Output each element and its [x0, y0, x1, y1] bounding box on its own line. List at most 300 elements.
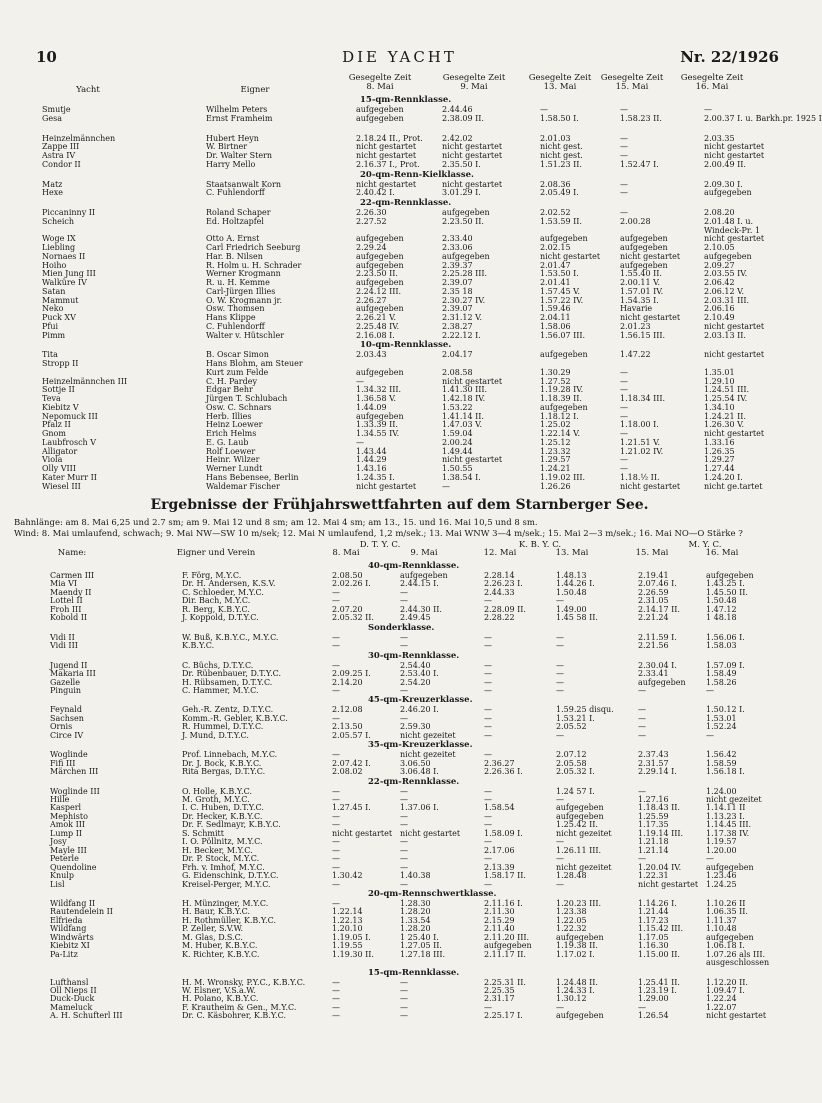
- time-cell: 1 48.18: [706, 613, 737, 623]
- time-cell: nicht gestartet: [704, 350, 765, 360]
- time-cell: 1.28.20: [400, 924, 431, 934]
- yacht-name: Fifi III: [50, 758, 76, 768]
- time-cell: 1.17.35: [638, 820, 669, 830]
- time-cell: 2.21.24: [638, 613, 669, 623]
- yacht-name: Knulp: [50, 871, 74, 881]
- time-cell: —: [400, 641, 408, 651]
- time-cell: 1.19.30 II.: [332, 949, 374, 959]
- yacht-name: Sachsen: [50, 713, 84, 723]
- owner-name: O. Holle, K.B.Y.C.: [182, 786, 253, 796]
- time-cell: —: [332, 713, 340, 723]
- time-cell: 2.01.47: [540, 260, 571, 270]
- time-cell: aufgegeben: [484, 941, 532, 951]
- time-cell: 1.26.26: [540, 481, 571, 491]
- time-cell: 2.01.23: [620, 321, 651, 331]
- table-row: [0, 731, 799, 740]
- yacht-name: Pinguin: [50, 685, 82, 695]
- time-cell: —: [332, 879, 340, 889]
- owner-name: Dr. Rübenbauer, D.T.Y.C.: [182, 669, 281, 679]
- time-cell: —: [484, 795, 492, 804]
- yacht-name: Ornis: [50, 722, 73, 732]
- time-cell: aufgegeben: [442, 251, 490, 261]
- time-cell: 1.49.44: [442, 446, 473, 456]
- time-cell: 1.21.14: [638, 845, 669, 855]
- time-cell: 2.26.27: [356, 295, 387, 305]
- column-header: Name:: [57, 548, 87, 558]
- time-cell: —: [556, 854, 564, 864]
- owner-name: Dir. Bach, M.Y.C.: [182, 596, 251, 606]
- owner-name: H. Becker, M.Y.C.: [182, 845, 253, 855]
- time-cell: —: [638, 722, 646, 732]
- table-row: [0, 252, 799, 261]
- time-cell: 1.33.54: [400, 915, 431, 925]
- time-cell: 1.26.11 III.: [556, 845, 602, 855]
- time-cell: 1.22.05: [556, 915, 587, 925]
- time-cell: —: [484, 722, 492, 732]
- time-cell: 2.05.32 I.: [556, 767, 595, 777]
- time-cell: 1.18.34 III.: [620, 394, 666, 403]
- time-cell: 1.47.22: [620, 350, 651, 360]
- time-cell: —: [400, 713, 408, 723]
- time-cell: 2.16.37 I., Prot.: [356, 159, 420, 169]
- time-cell: 1.24.33 I.: [556, 986, 595, 995]
- time-cell: 2.17.06: [484, 845, 515, 855]
- yacht-name: Woglinde: [50, 750, 88, 760]
- time-cell: 2.08.50: [332, 571, 363, 580]
- time-cell: 2.28.09 II.: [484, 604, 526, 614]
- time-cell: 1.29.27: [704, 455, 735, 465]
- time-cell: 1.22.24: [706, 994, 737, 1004]
- owner-name: Komm.-R. Gebler, K.B.Y.C.: [182, 713, 288, 723]
- table-row: [0, 958, 799, 967]
- time-cell: 1.17.38 IV.: [706, 828, 750, 838]
- yacht-name: Mien Jung III: [42, 269, 96, 279]
- time-cell: 1.59.46: [540, 304, 571, 314]
- time-cell: 2.25.17 I.: [484, 1011, 523, 1021]
- owner-name: S. Schmitt: [182, 828, 224, 838]
- time-cell: 1.19.02 III.: [540, 472, 586, 482]
- time-cell: 1.57.45 V.: [540, 286, 580, 296]
- yacht-name: Maendy II: [50, 587, 92, 597]
- time-cell: —: [484, 641, 492, 651]
- yacht-name: Alligator: [42, 446, 78, 456]
- yacht-name: Gesa: [42, 113, 62, 123]
- time-cell: 1.25.02: [540, 420, 571, 430]
- time-cell: 2.30.04 I.: [638, 660, 677, 670]
- time-cell: —: [556, 632, 564, 642]
- time-cell: 1.17.05: [638, 932, 669, 942]
- time-cell: 1.11.37: [706, 915, 737, 925]
- time-cell: aufgegeben: [540, 234, 588, 244]
- time-cell: —: [484, 730, 492, 740]
- time-cell: —: [400, 795, 408, 804]
- time-cell: 1.48.13: [556, 571, 587, 580]
- time-cell: 1.14.11 II: [706, 803, 746, 813]
- table-row: [0, 464, 799, 473]
- yacht-name: Pfui: [42, 321, 59, 331]
- table-row: [0, 420, 799, 429]
- table-row: [0, 287, 799, 296]
- yacht-name: Mayle III: [50, 845, 87, 855]
- time-cell: —: [332, 632, 340, 642]
- time-cell: 2.03.31 III.: [704, 295, 750, 305]
- yacht-name: Scheich: [42, 216, 75, 226]
- yacht-name: Pfalz II: [42, 420, 71, 430]
- time-cell: 1.58.03: [706, 641, 737, 651]
- time-cell: aufgegeben: [356, 304, 404, 314]
- time-cell: 2.31.05: [638, 596, 669, 606]
- time-cell: 2.24.12 III.: [356, 286, 402, 296]
- time-cell: 1.22.13: [332, 915, 363, 925]
- time-cell: ausgeschlossen: [706, 958, 770, 968]
- time-cell: 2.46.20 I.: [400, 705, 439, 715]
- time-cell: 1.37.06 I.: [400, 803, 439, 813]
- owner-name: R. u. H. Kemme: [206, 278, 270, 287]
- time-cell: 2.49.45: [400, 613, 431, 623]
- yacht-name: Gnom: [42, 429, 66, 438]
- time-cell: 1.18.12 I.: [540, 411, 579, 421]
- time-cell: 1.56.42: [706, 750, 737, 760]
- owner-name: Kurt zum Felde: [206, 367, 269, 377]
- time-cell: —: [620, 402, 628, 412]
- time-cell: —: [556, 669, 564, 679]
- table-row: [0, 134, 799, 143]
- yacht-name: Froh III: [50, 604, 82, 614]
- time-cell: 1.33.39 II.: [356, 420, 398, 430]
- time-cell: 1.47.12: [706, 604, 737, 614]
- time-cell: nicht gest.: [540, 151, 583, 160]
- time-cell: nicht gestartet: [442, 179, 503, 189]
- owner-name: G. Eidenschink, D.T.Y.C.: [182, 871, 279, 881]
- time-cell: 2.26.59: [638, 587, 669, 597]
- owner-name: R. Berg, K.B.Y.C.: [182, 604, 250, 614]
- time-cell: 1.44.29: [356, 455, 387, 465]
- column-header: Eigner und Verein: [176, 548, 256, 558]
- time-cell: 1.14.45 III.: [706, 820, 752, 830]
- owner-name: Ed. Holtzapfel: [206, 216, 264, 226]
- time-cell: —: [556, 730, 564, 740]
- time-cell: 2.19.41: [638, 571, 669, 580]
- time-cell: —: [332, 862, 340, 872]
- time-cell: 1.50.48: [706, 596, 737, 606]
- time-cell: 1.14.26 I.: [638, 898, 677, 908]
- owner-name: H. M. Wronsky, P.Y.C., K.B.Y.C.: [182, 977, 306, 987]
- owner-name: Osw. Thomsen: [206, 304, 265, 314]
- time-cell: 1.47.03 V.: [442, 420, 482, 430]
- time-cell: 1.58.09 I.: [484, 828, 523, 838]
- time-cell: aufgegeben: [638, 677, 686, 687]
- yacht-name: Lump II: [50, 828, 83, 838]
- time-cell: 1.16.30: [638, 941, 669, 951]
- time-cell: —: [638, 854, 646, 864]
- yacht-name: Vidi II: [50, 632, 75, 642]
- owner-name: Dr. C. Käsbohrer, K.B.Y.C.: [182, 1011, 287, 1021]
- yacht-name: Condor II: [42, 159, 81, 169]
- owner-name: Dr. P. Stock, M.Y.C.: [182, 854, 260, 864]
- owner-name: M. Groth, M.Y.C.: [182, 795, 250, 804]
- time-cell: 2.25.28 III.: [442, 269, 488, 279]
- time-cell: 1.58.54: [484, 803, 515, 813]
- yacht-name: Hexe: [42, 188, 63, 198]
- time-cell: —: [332, 994, 340, 1004]
- column-header: Yacht: [76, 85, 100, 95]
- table-row: [0, 455, 799, 464]
- time-cell: 2.01.03: [540, 133, 571, 143]
- time-cell: 2.13.39: [484, 862, 515, 872]
- time-cell: 2.02.26 I.: [332, 579, 371, 589]
- time-cell: 2.11.17 II.: [484, 949, 526, 959]
- yacht-name: Smutje: [42, 105, 71, 114]
- time-cell: —: [620, 455, 628, 465]
- time-cell: 1.38.54 I.: [442, 472, 481, 482]
- owner-name: Frh. v. Imhof, M.Y.C.: [182, 862, 265, 872]
- time-cell: 2.10.49: [704, 313, 735, 322]
- time-cell: 2.54.40: [400, 660, 431, 670]
- time-cell: 3.01.29 I.: [442, 188, 481, 198]
- time-cell: —: [332, 596, 340, 606]
- time-cell: 2.28.14: [484, 571, 515, 580]
- yacht-name: Mia VI: [50, 579, 77, 589]
- time-cell: —: [638, 685, 646, 695]
- time-cell: —: [484, 685, 492, 695]
- time-cell: aufgegeben: [442, 208, 490, 217]
- time-cell: —: [332, 1002, 340, 1012]
- table-row: [0, 473, 799, 482]
- time-cell: 1.50.12 I.: [706, 705, 745, 715]
- time-cell: 1.28.20: [400, 907, 431, 917]
- time-cell: nicht gezeitet: [400, 730, 456, 740]
- time-cell: 1 25.40 I.: [400, 932, 439, 942]
- time-cell: aufgegeben: [356, 278, 404, 287]
- yacht-name: Mephisto: [50, 811, 88, 821]
- time-cell: aufgegeben: [704, 251, 752, 261]
- owner-name: Herb. Illies: [206, 411, 252, 421]
- yacht-name: Feynald: [50, 705, 82, 715]
- time-cell: 1.53.21 I.: [556, 713, 595, 723]
- time-cell: nicht gestartet: [540, 251, 601, 261]
- owner-name: Har. B. Nilsen: [206, 251, 263, 261]
- time-cell: nicht gestartet: [706, 1011, 767, 1021]
- time-cell: —: [332, 820, 340, 830]
- time-cell: aufgegeben: [556, 803, 604, 813]
- time-cell: 2.00.24: [442, 437, 473, 447]
- yacht-name: Carmen III: [50, 571, 95, 580]
- time-cell: 1.58.50 I.: [540, 113, 579, 123]
- time-cell: aufgegeben: [620, 234, 668, 244]
- time-cell: aufgegeben: [706, 862, 754, 872]
- class-heading: Sonderklasse.: [368, 622, 435, 633]
- time-cell: —: [620, 464, 628, 473]
- yacht-name: Hille: [50, 795, 70, 804]
- time-cell: —: [484, 669, 492, 679]
- time-cell: 1.53.01: [706, 713, 737, 723]
- time-cell: 1.24 57 I.: [556, 786, 595, 796]
- table-row: [0, 269, 799, 278]
- yacht-name: Wildfang II: [50, 898, 96, 908]
- time-cell: —: [400, 986, 408, 995]
- time-cell: —: [400, 977, 408, 987]
- time-cell: 1.29.57: [540, 455, 571, 465]
- yacht-name: Astra IV: [42, 151, 76, 160]
- yacht-name: Rautendelein II: [50, 907, 113, 917]
- time-cell: aufgegeben: [356, 113, 404, 123]
- yacht-name: Nepomuck III: [42, 411, 98, 421]
- owner-name: M. Glas, D.S.C.: [182, 932, 243, 942]
- time-cell: nicht gestartet: [356, 179, 417, 189]
- time-cell: —: [556, 837, 564, 847]
- time-cell: —: [556, 879, 564, 889]
- time-cell: —: [484, 786, 492, 796]
- table-row: [0, 403, 799, 412]
- time-cell: 1.43.25 I.: [706, 579, 745, 589]
- owner-name: Ernst Framheim: [206, 113, 273, 123]
- time-cell: aufgegeben: [356, 411, 404, 421]
- owner-name: C. Fuhlendorff: [206, 188, 265, 198]
- time-cell: —: [400, 786, 408, 796]
- time-cell: Havarie: [620, 304, 653, 314]
- time-cell: aufgegeben: [706, 932, 754, 942]
- time-cell: 1.25.12: [540, 437, 571, 447]
- time-cell: 2.37.43: [638, 750, 669, 760]
- time-cell: —: [484, 632, 492, 642]
- yacht-name: Gazelle: [50, 677, 80, 687]
- time-cell: aufgegeben: [356, 367, 404, 377]
- magazine-title: DIE YACHT: [342, 48, 457, 66]
- time-cell: 2.31.57: [638, 758, 669, 768]
- time-cell: 1.22.14 V.: [540, 429, 580, 438]
- table-row: [0, 151, 799, 160]
- time-cell: —: [400, 879, 408, 889]
- time-cell: 2.08.20: [704, 208, 735, 217]
- time-cell: —: [332, 660, 340, 670]
- time-cell: nicht gestartet: [620, 313, 681, 322]
- owner-name: W. Birtner: [206, 142, 248, 152]
- time-cell: 1.23.38: [556, 907, 587, 917]
- owner-name: Harry Mello: [206, 159, 256, 169]
- time-cell: —: [638, 1002, 646, 1012]
- time-cell: —: [706, 730, 714, 740]
- time-cell: 1.26.35: [704, 446, 735, 456]
- yacht-name: Mameluck: [50, 1002, 93, 1012]
- time-cell: 2.08.02: [332, 767, 363, 777]
- club-header: M. Y. C.: [688, 540, 722, 550]
- time-cell: nicht gezeitet: [400, 750, 456, 760]
- time-cell: —: [332, 837, 340, 847]
- time-cell: —: [540, 105, 548, 114]
- time-cell: 1.22.32: [556, 924, 587, 934]
- yacht-name: Jugend II: [50, 660, 88, 670]
- time-cell: 1.24.21 II.: [704, 411, 746, 421]
- time-cell: 1.57.22 IV.: [540, 295, 584, 305]
- time-cell: 1.26.54: [638, 1011, 669, 1021]
- table-row: [0, 1011, 799, 1020]
- time-cell: 1.18.39 II.: [540, 394, 582, 403]
- time-cell: —: [400, 1011, 408, 1021]
- time-cell: 1.58.49: [706, 669, 737, 679]
- yacht-name: Heinzelmännchen III: [42, 376, 128, 386]
- table-row: [0, 880, 799, 889]
- time-cell: 2.05.58: [556, 758, 587, 768]
- section-title: Ergebnisse der Frühjahrswettfahrten auf dem Starnberger See.: [150, 497, 649, 513]
- owner-name: R. Hummel, D.T.Y.C.: [182, 722, 264, 732]
- time-cell: —: [332, 898, 340, 908]
- time-cell: nicht gezeitet: [556, 828, 612, 838]
- owner-name: Otto A. Ernst: [206, 234, 260, 244]
- time-cell: —: [332, 977, 340, 987]
- time-cell: —: [704, 105, 712, 114]
- time-cell: 2.59.30: [400, 722, 431, 732]
- time-cell: 2.31.17: [484, 994, 515, 1004]
- yacht-name: Duck-Duck: [50, 994, 95, 1004]
- time-cell: 1.19.05 I.: [332, 932, 371, 942]
- time-cell: 1.20.00: [706, 845, 737, 855]
- time-cell: —: [332, 986, 340, 995]
- time-cell: aufgegeben: [704, 188, 752, 198]
- time-cell: —: [638, 705, 646, 715]
- time-cell: —: [484, 713, 492, 723]
- time-cell: —: [332, 854, 340, 864]
- time-cell: —: [356, 376, 364, 386]
- owner-name: Waldemar Fischer: [206, 481, 280, 491]
- owner-name: H. Münzinger, M.Y.C.: [182, 898, 269, 908]
- time-cell: 1.19.38 II.: [556, 941, 598, 951]
- column-header: Gesegelte Zeit 13. Mai: [528, 73, 592, 92]
- yacht-name: Tita: [42, 350, 58, 360]
- time-cell: 1.40.38: [400, 871, 431, 881]
- owner-name: K.B.Y.C.: [182, 641, 215, 651]
- yacht-name: Neko: [42, 304, 64, 314]
- time-cell: 1.22.07: [706, 1002, 737, 1012]
- time-cell: nicht gestartet: [356, 481, 417, 491]
- time-cell: —: [556, 641, 564, 651]
- owner-name: Heinz Loewer: [206, 420, 263, 430]
- table-row: [0, 350, 799, 359]
- yacht-name: Lufthansl: [50, 977, 89, 987]
- time-cell: 2.06.12 V.: [704, 286, 744, 296]
- time-cell: 2.26.30: [356, 208, 387, 217]
- time-cell: aufgegeben: [540, 350, 588, 360]
- time-cell: 2.05.52: [556, 722, 587, 732]
- yacht-name: Windwärts: [50, 932, 94, 942]
- time-cell: 2.02.52: [540, 208, 571, 217]
- owner-name: P. Zeller, S.V.W.: [182, 924, 244, 934]
- time-cell: —: [484, 879, 492, 889]
- time-cell: —: [556, 660, 564, 670]
- time-cell: 2.29.14 I.: [638, 767, 677, 777]
- time-cell: 2.26.36 I.: [484, 767, 523, 777]
- time-cell: 1.52.24: [706, 722, 737, 732]
- time-cell: 2.22.12 I.: [442, 330, 481, 340]
- time-cell: —: [706, 854, 714, 864]
- time-cell: —: [400, 1002, 408, 1012]
- time-cell: 1.49.00: [556, 604, 587, 614]
- table-row: [0, 385, 799, 394]
- time-cell: 2.06.42: [704, 278, 735, 287]
- time-cell: 1.19.28 IV.: [540, 385, 584, 395]
- time-cell: aufgegeben: [620, 243, 668, 252]
- time-cell: 2.15.29: [484, 915, 515, 925]
- time-cell: 2.25.31 II.: [484, 977, 526, 987]
- time-cell: 1.29.00: [638, 994, 669, 1004]
- time-cell: 2.26.23 I.: [484, 579, 523, 589]
- owner-name: I. C. Huben, D.T.Y.C.: [182, 803, 264, 813]
- time-cell: nicht gestartet: [356, 142, 417, 152]
- time-cell: 2.09.30 I.: [704, 179, 743, 189]
- table-row: [0, 113, 822, 123]
- table-row: [0, 767, 799, 776]
- time-cell: 1.24.00: [706, 786, 737, 796]
- time-cell: —: [706, 685, 714, 695]
